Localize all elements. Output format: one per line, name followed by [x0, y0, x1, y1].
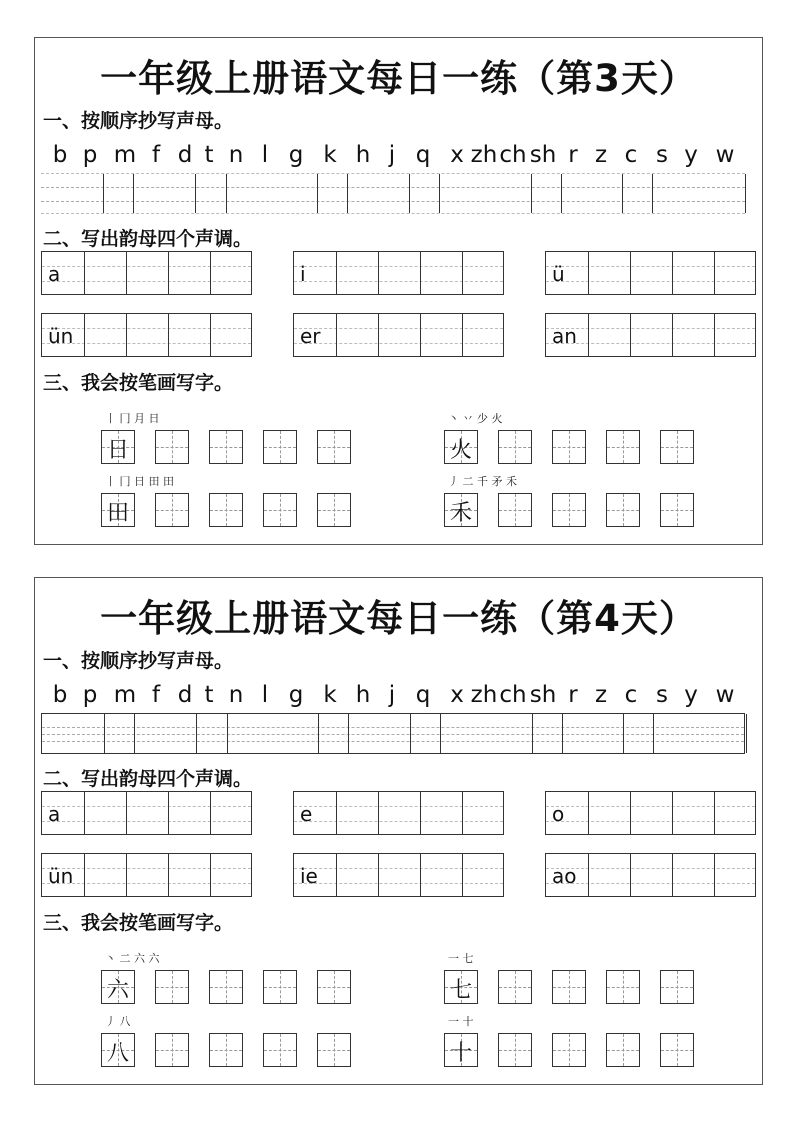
section-heading: 一、按顺序抄写声母。: [43, 110, 234, 132]
model-character: 七: [449, 978, 472, 1003]
initial-letter: ch: [499, 142, 527, 168]
box-cell-divider: [588, 792, 589, 834]
guide-line: [569, 971, 570, 1003]
tianzi-grid-cell[interactable]: [552, 493, 586, 527]
initial-letter: z: [594, 142, 608, 168]
tianzi-grid-cell: [101, 1033, 135, 1067]
guide-line: [546, 883, 755, 884]
guide-line: [546, 281, 755, 282]
grid-divider: [409, 174, 410, 213]
guide-line: [677, 494, 678, 526]
box-cell-divider: [168, 314, 169, 356]
tianzi-grid-cell[interactable]: [498, 493, 532, 527]
tianzi-grid-cell: [101, 970, 135, 1004]
guide-line: [280, 494, 281, 526]
tone-writing-box[interactable]: [293, 313, 504, 357]
guide-line: [294, 883, 503, 884]
grid-divider: [196, 714, 197, 753]
initial-letter: zh: [470, 142, 498, 168]
tianzi-grid-cell[interactable]: [209, 493, 243, 527]
tianzi-grid-cell: [444, 493, 478, 527]
box-cell-divider: [714, 854, 715, 896]
box-cell-divider: [210, 792, 211, 834]
box-cell-divider: [126, 314, 127, 356]
initials-row: [35, 142, 764, 172]
grid-divider: [318, 714, 319, 753]
initial-letter: d: [177, 142, 193, 168]
tianzi-grid-cell: [444, 1033, 478, 1067]
box-cell-divider: [630, 854, 631, 896]
grid-divider: [317, 174, 318, 213]
grid-divider: [623, 714, 624, 753]
final-label: ü: [552, 262, 565, 286]
guide-line: [515, 971, 516, 1003]
grid-divider: [532, 714, 533, 753]
initial-letter: h: [355, 682, 371, 708]
tianzi-grid-cell[interactable]: [263, 970, 297, 1004]
tianzi-grid-cell[interactable]: [606, 970, 640, 1004]
box-cell-divider: [84, 314, 85, 356]
tianzi-grid-cell[interactable]: [552, 970, 586, 1004]
initial-letter: j: [388, 682, 396, 708]
initial-letter: l: [261, 682, 269, 708]
guide-line: [677, 1034, 678, 1066]
box-cell-divider: [168, 854, 169, 896]
initial-letter: m: [113, 682, 137, 708]
guide-line: [42, 281, 251, 282]
initial-letter: x: [450, 682, 464, 708]
box-cell-divider: [84, 792, 85, 834]
tianzi-grid-cell[interactable]: [155, 970, 189, 1004]
grid-divider: [562, 714, 563, 753]
copy-grid[interactable]: [41, 713, 745, 754]
initial-letter: y: [684, 142, 698, 168]
grid-divider: [622, 174, 623, 213]
tianzi-grid-cell[interactable]: [660, 1033, 694, 1067]
final-label: ün: [48, 324, 74, 348]
grid-divider: [348, 714, 349, 753]
box-cell-divider: [378, 854, 379, 896]
model-character: 十: [449, 1041, 472, 1066]
final-label: ie: [300, 864, 318, 888]
initial-letter: t: [204, 682, 214, 708]
grid-divider: [746, 714, 747, 753]
final-label: i: [300, 262, 306, 286]
model-character: 火: [449, 438, 472, 463]
tianzi-grid-cell[interactable]: [498, 430, 532, 464]
guide-line: [546, 806, 755, 807]
box-cell-divider: [420, 252, 421, 294]
initial-letter: l: [261, 142, 269, 168]
stroke-order: 一 七: [448, 952, 474, 965]
final-label: ün: [48, 864, 74, 888]
box-cell-divider: [672, 314, 673, 356]
tianzi-grid-cell[interactable]: [155, 430, 189, 464]
box-cell-divider: [714, 252, 715, 294]
model-character: 六: [106, 978, 129, 1003]
grid-divider: [226, 174, 227, 213]
guide-line: [546, 868, 755, 869]
box-cell-divider: [168, 252, 169, 294]
initial-letter: j: [388, 142, 396, 168]
guide-line: [294, 281, 503, 282]
tianzi-grid-cell: [101, 493, 135, 527]
final-label: an: [552, 324, 577, 348]
box-cell-divider: [462, 792, 463, 834]
tone-writing-box[interactable]: [41, 791, 252, 835]
guide-line: [172, 431, 173, 463]
box-cell-divider: [630, 792, 631, 834]
box-cell-divider: [630, 252, 631, 294]
guide-line: [41, 201, 745, 202]
box-cell-divider: [336, 854, 337, 896]
tianzi-grid-cell: [444, 430, 478, 464]
tone-writing-box[interactable]: [41, 853, 252, 897]
guide-line: [623, 971, 624, 1003]
initial-letter: s: [656, 682, 668, 708]
page-title: 一年级上册语文每日一练（第4天）: [100, 597, 697, 640]
section-heading: 二、写出韵母四个声调。: [43, 228, 253, 250]
tianzi-grid-cell[interactable]: [606, 430, 640, 464]
grid-divider: [745, 174, 746, 213]
tone-writing-box[interactable]: [293, 791, 504, 835]
stroke-order: 丨 冂 月 日: [105, 412, 160, 425]
initial-letter: w: [715, 142, 735, 168]
model-character: 田: [106, 501, 129, 526]
tianzi-grid-cell[interactable]: [317, 430, 351, 464]
initial-letter: ch: [499, 682, 527, 708]
grid-divider: [561, 174, 562, 213]
guide-line: [515, 494, 516, 526]
guide-line: [623, 431, 624, 463]
tianzi-grid-cell[interactable]: [263, 493, 297, 527]
guide-line: [42, 806, 251, 807]
box-cell-divider: [462, 314, 463, 356]
guide-line: [226, 971, 227, 1003]
guide-line: [226, 494, 227, 526]
section-heading: 一、按顺序抄写声母。: [43, 650, 234, 672]
box-cell-divider: [336, 792, 337, 834]
initial-letter: zh: [470, 682, 498, 708]
tone-writing-box[interactable]: [545, 791, 756, 835]
stroke-order: 一 十: [448, 1015, 474, 1028]
stroke-order: 丿 八: [105, 1015, 131, 1028]
initial-letter: g: [288, 142, 304, 168]
box-cell-divider: [210, 314, 211, 356]
worksheet-day3: [34, 37, 763, 545]
final-label: o: [552, 802, 565, 826]
box-cell-divider: [210, 252, 211, 294]
tone-writing-box[interactable]: [293, 251, 504, 295]
stroke-order: 丿 二 千 矛 禾: [448, 475, 517, 488]
initial-letter: r: [568, 142, 578, 168]
copy-grid[interactable]: [41, 173, 745, 214]
grid-divider: [652, 174, 653, 213]
section-heading: 三、我会按笔画写字。: [43, 372, 234, 394]
worksheet-day4: [34, 577, 763, 1085]
grid-divider: [227, 714, 228, 753]
tianzi-grid-cell[interactable]: [660, 430, 694, 464]
tone-writing-box[interactable]: [545, 251, 756, 295]
tianzi-grid-cell[interactable]: [660, 493, 694, 527]
guide-line: [172, 494, 173, 526]
box-cell-divider: [588, 252, 589, 294]
initial-letter: c: [624, 142, 638, 168]
tianzi-grid-cell[interactable]: [660, 970, 694, 1004]
box-cell-divider: [462, 252, 463, 294]
guide-line: [42, 727, 744, 728]
tianzi-grid-cell[interactable]: [155, 493, 189, 527]
initial-letter: sh: [529, 142, 557, 168]
box-cell-divider: [336, 252, 337, 294]
tianzi-grid-cell[interactable]: [209, 970, 243, 1004]
guide-line: [294, 868, 503, 869]
box-cell-divider: [672, 792, 673, 834]
grid-divider: [440, 714, 441, 753]
box-cell-divider: [378, 314, 379, 356]
initial-letter: s: [656, 142, 668, 168]
guide-line: [42, 821, 251, 822]
page-title: 一年级上册语文每日一练（第3天）: [100, 57, 697, 100]
guide-line: [42, 741, 744, 742]
box-cell-divider: [672, 252, 673, 294]
guide-line: [569, 494, 570, 526]
box-cell-divider: [84, 854, 85, 896]
box-cell-divider: [420, 314, 421, 356]
guide-line: [546, 343, 755, 344]
initial-letter: x: [450, 142, 464, 168]
initial-letter: t: [204, 142, 214, 168]
guide-line: [515, 1034, 516, 1066]
tianzi-grid-cell[interactable]: [317, 970, 351, 1004]
initial-letter: sh: [529, 682, 557, 708]
guide-line: [546, 266, 755, 267]
guide-line: [42, 266, 251, 267]
model-character: 禾: [449, 501, 472, 526]
initial-letter: d: [177, 682, 193, 708]
guide-line: [172, 971, 173, 1003]
box-cell-divider: [672, 854, 673, 896]
grid-divider: [195, 174, 196, 213]
tianzi-grid-cell[interactable]: [317, 493, 351, 527]
initial-letter: n: [228, 142, 244, 168]
box-cell-divider: [714, 792, 715, 834]
tianzi-grid-cell[interactable]: [606, 1033, 640, 1067]
tone-writing-box[interactable]: [41, 313, 252, 357]
tianzi-grid-cell[interactable]: [606, 493, 640, 527]
initial-letter: f: [151, 142, 161, 168]
guide-line: [334, 1034, 335, 1066]
box-cell-divider: [84, 252, 85, 294]
tone-writing-box[interactable]: [545, 853, 756, 897]
box-cell-divider: [420, 792, 421, 834]
tone-writing-box[interactable]: [545, 313, 756, 357]
box-cell-divider: [126, 854, 127, 896]
box-cell-divider: [378, 792, 379, 834]
guide-line: [41, 187, 745, 188]
guide-line: [294, 806, 503, 807]
section-heading: 二、写出韵母四个声调。: [43, 768, 253, 790]
guide-line: [569, 1034, 570, 1066]
initial-letter: c: [624, 682, 638, 708]
guide-line: [280, 1034, 281, 1066]
initial-letter: m: [113, 142, 137, 168]
initial-letter: h: [355, 142, 371, 168]
grid-divider: [134, 714, 135, 753]
model-character: 日: [106, 438, 129, 463]
tone-writing-box[interactable]: [293, 853, 504, 897]
final-label: a: [48, 802, 61, 826]
box-cell-divider: [336, 314, 337, 356]
tianzi-grid-cell[interactable]: [263, 1033, 297, 1067]
tianzi-grid-cell[interactable]: [317, 1033, 351, 1067]
box-cell-divider: [126, 792, 127, 834]
initial-letter: f: [151, 682, 161, 708]
box-cell-divider: [462, 854, 463, 896]
tianzi-grid-cell: [444, 970, 478, 1004]
tianzi-grid-cell: [101, 430, 135, 464]
initial-letter: k: [323, 142, 337, 168]
grid-divider: [347, 174, 348, 213]
grid-divider: [103, 174, 104, 213]
guide-line: [677, 431, 678, 463]
box-cell-divider: [588, 854, 589, 896]
initial-letter: b: [52, 682, 68, 708]
box-cell-divider: [126, 252, 127, 294]
grid-divider: [531, 174, 532, 213]
guide-line: [569, 431, 570, 463]
guide-line: [623, 494, 624, 526]
guide-line: [677, 971, 678, 1003]
initial-letter: n: [228, 682, 244, 708]
initial-letter: q: [415, 682, 431, 708]
final-label: er: [300, 324, 321, 348]
initial-letter: k: [323, 682, 337, 708]
tianzi-grid-cell[interactable]: [209, 1033, 243, 1067]
initial-letter: p: [82, 682, 98, 708]
grid-divider: [653, 714, 654, 753]
tone-writing-box[interactable]: [41, 251, 252, 295]
box-cell-divider: [378, 252, 379, 294]
guide-line: [294, 328, 503, 329]
tianzi-grid-cell[interactable]: [155, 1033, 189, 1067]
box-cell-divider: [630, 314, 631, 356]
guide-line: [42, 734, 744, 735]
guide-line: [294, 821, 503, 822]
grid-divider: [104, 714, 105, 753]
initial-letter: g: [288, 682, 304, 708]
box-cell-divider: [420, 854, 421, 896]
guide-line: [172, 1034, 173, 1066]
initial-letter: w: [715, 682, 735, 708]
final-label: e: [300, 802, 313, 826]
box-cell-divider: [588, 314, 589, 356]
guide-line: [334, 494, 335, 526]
initial-letter: b: [52, 142, 68, 168]
box-cell-divider: [210, 854, 211, 896]
guide-line: [623, 1034, 624, 1066]
tianzi-grid-cell[interactable]: [263, 430, 297, 464]
model-character: 八: [106, 1041, 129, 1066]
guide-line: [294, 266, 503, 267]
guide-line: [294, 343, 503, 344]
guide-line: [334, 971, 335, 1003]
stroke-order: 丨 冂 日 田 田: [105, 475, 174, 488]
guide-line: [515, 431, 516, 463]
initial-letter: r: [568, 682, 578, 708]
grid-divider: [410, 714, 411, 753]
initial-letter: z: [594, 682, 608, 708]
guide-line: [334, 431, 335, 463]
guide-line: [546, 821, 755, 822]
guide-line: [226, 1034, 227, 1066]
tianzi-grid-cell[interactable]: [552, 1033, 586, 1067]
initial-letter: q: [415, 142, 431, 168]
section-heading: 三、我会按笔画写字。: [43, 912, 234, 934]
box-cell-divider: [714, 314, 715, 356]
grid-divider: [439, 174, 440, 213]
tianzi-grid-cell[interactable]: [498, 970, 532, 1004]
stroke-order: 丶 丷 少 火: [448, 412, 503, 425]
box-cell-divider: [168, 792, 169, 834]
guide-line: [546, 328, 755, 329]
initials-row: [35, 682, 764, 712]
final-label: a: [48, 262, 61, 286]
tianzi-grid-cell[interactable]: [552, 430, 586, 464]
guide-line: [226, 431, 227, 463]
guide-line: [280, 431, 281, 463]
tianzi-grid-cell[interactable]: [209, 430, 243, 464]
initial-letter: y: [684, 682, 698, 708]
final-label: ao: [552, 864, 577, 888]
initial-letter: p: [82, 142, 98, 168]
guide-line: [280, 971, 281, 1003]
tianzi-grid-cell[interactable]: [498, 1033, 532, 1067]
grid-divider: [133, 174, 134, 213]
stroke-order: 丶 二 六 六: [105, 952, 160, 965]
